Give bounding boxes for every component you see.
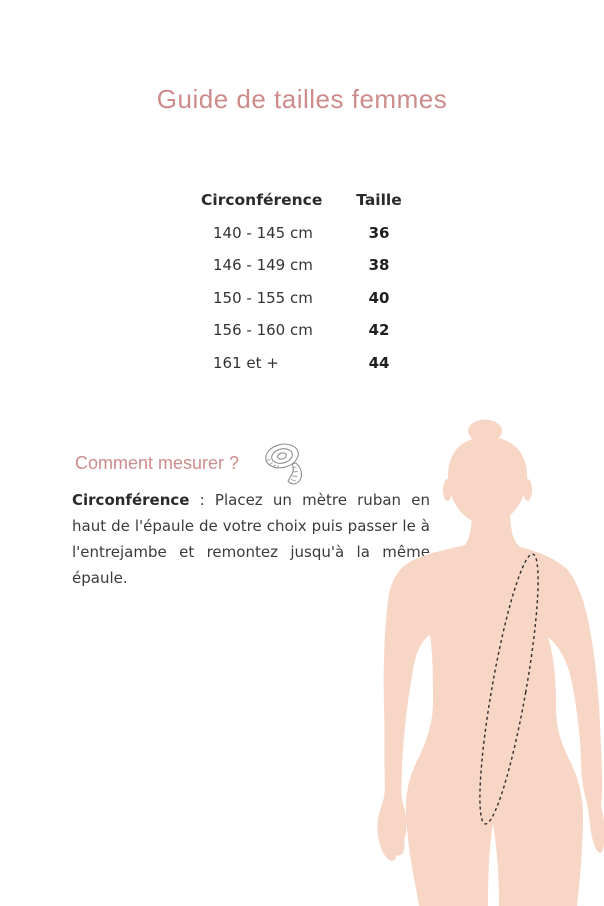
size-value: 38 bbox=[368, 256, 390, 275]
size-table bbox=[201, 184, 424, 379]
silhouette-ear-right bbox=[523, 479, 532, 501]
size-value: 42 bbox=[368, 321, 390, 340]
female-silhouette bbox=[376, 415, 604, 906]
size-table-header-row bbox=[201, 184, 424, 217]
circumference-value: 146 - 149 cm bbox=[213, 256, 313, 275]
measure-description-text: : Placez un mètre ruban en haut de l'épaule de votre choix puis passer le à l'entrejambe et remontez jusqu'à la même épaule. bbox=[72, 491, 430, 587]
table-row bbox=[201, 282, 424, 315]
table-row bbox=[201, 347, 424, 380]
size-value: 40 bbox=[368, 288, 390, 307]
table-row bbox=[201, 217, 424, 250]
silhouette-body bbox=[377, 505, 604, 906]
column-header-circumference: Circonférence bbox=[201, 191, 323, 210]
circumference-value: 156 - 160 cm bbox=[213, 321, 313, 340]
measure-term: Circonférence bbox=[72, 491, 190, 509]
measure-heading-row bbox=[75, 441, 313, 486]
circumference-value: 150 - 155 cm bbox=[213, 288, 313, 307]
page-title: Guide de tailles femmes bbox=[156, 84, 448, 114]
measure-heading: Comment mesurer ? bbox=[75, 453, 240, 473]
silhouette-ear-left bbox=[443, 479, 452, 501]
circumference-value: 140 - 145 cm bbox=[213, 223, 313, 242]
table-row bbox=[201, 249, 424, 282]
circumference-value: 161 et + bbox=[213, 353, 279, 372]
measuring-tape-icon bbox=[261, 441, 313, 486]
size-value: 36 bbox=[368, 223, 390, 242]
column-header-size: Taille bbox=[356, 191, 402, 210]
table-row bbox=[201, 314, 424, 347]
size-value: 44 bbox=[368, 353, 390, 372]
